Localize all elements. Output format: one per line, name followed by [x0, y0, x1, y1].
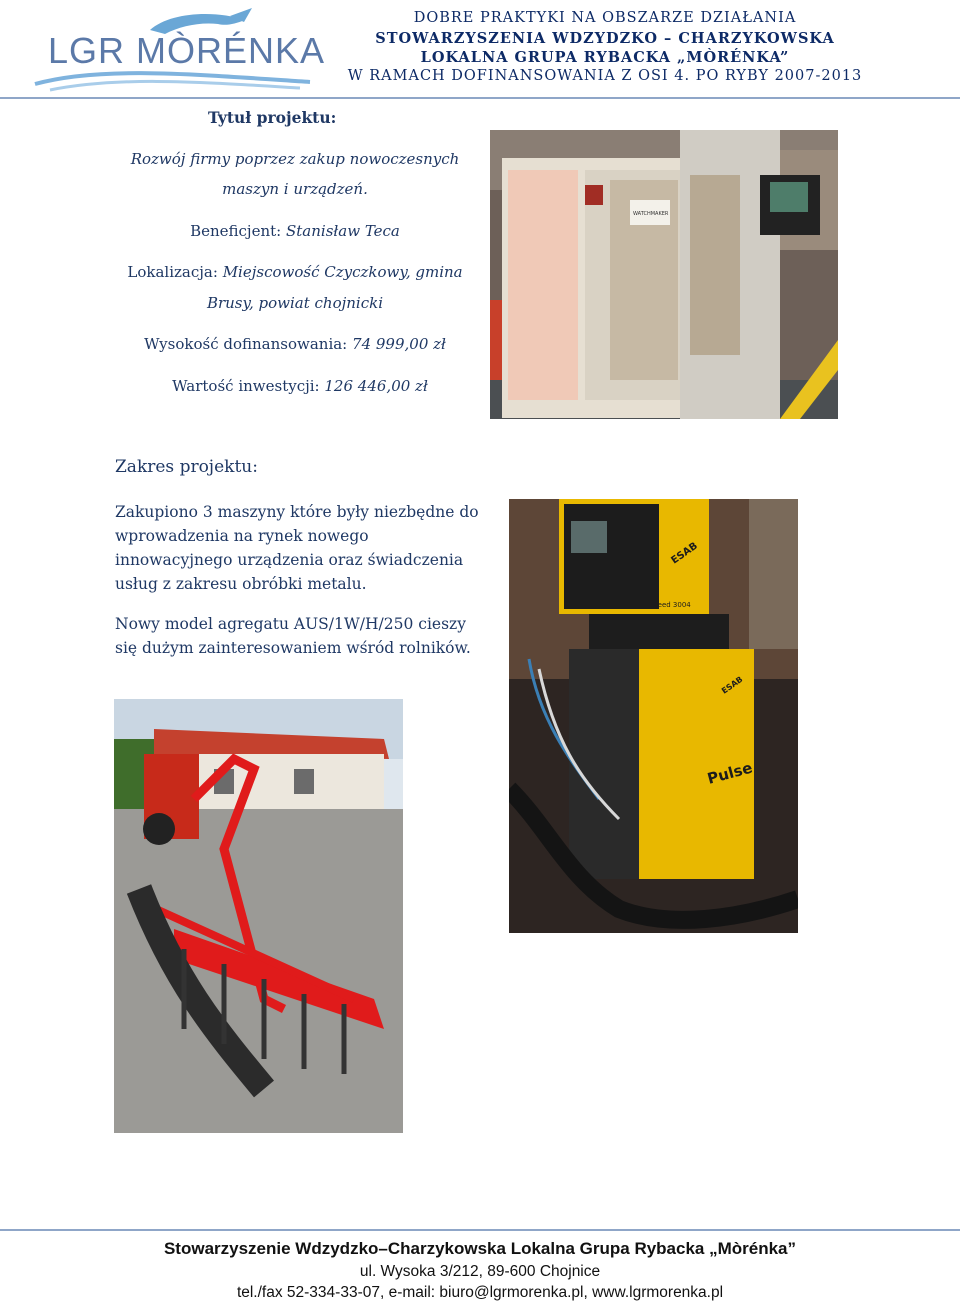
funding-value: 74 999,00 zł — [352, 335, 446, 353]
location — [100, 263, 490, 281]
location-value-1: Miejscowość Czyczkowy, gmina — [222, 263, 463, 281]
header-line-4: W RAMACH DOFINANSOWANIA Z OSI 4. PO RYBY 2007-2013 — [347, 68, 863, 84]
footer-address: ul. Wysoka 3/212, 89-600 Chojnice — [359, 1263, 601, 1280]
beneficiary-value: Stanisław Teca — [286, 222, 400, 240]
location-label: Lokalizacja: — [127, 263, 218, 281]
title-line-1: Rozwój firmy poprzez zakup nowoczesnych — [130, 150, 460, 168]
esab-logo-bottom: ESAB — [719, 674, 745, 696]
footer-contact: tel./fax 52-334-33-07, e-mail: biuro@lgrmorenka.pl, www.lgrmorenka.pl — [236, 1284, 724, 1301]
cnc-machine-photo — [490, 130, 838, 419]
esab-logo-top: ESAB — [669, 540, 700, 567]
logo-text: LGR MÒRÉNKA — [48, 30, 326, 71]
beneficiary-label: Beneficjent: — [190, 222, 282, 240]
header-line-2: STOWARZYSZENIA WDZYDZKO – CHARZYKOWSKA — [375, 30, 835, 47]
footer-org: Stowarzyszenie Wdzydzko–Charzykowska Lokalna Grupa Rybacka „Mòrénka” — [163, 1239, 797, 1258]
funding — [100, 335, 490, 353]
cultivator-photo — [114, 699, 403, 1133]
cnc-label: WATCHMAKER — [633, 211, 669, 217]
funding-label: Wysokość dofinansowania: — [144, 335, 348, 353]
footer-divider — [0, 1229, 960, 1231]
welder-photo — [509, 499, 798, 933]
scope-label: Zakres projektu: — [115, 457, 258, 477]
investment — [80, 377, 520, 395]
investment-label: Wartość inwestycji: — [172, 377, 320, 395]
header-line-3: LOKALNA GRUPA RYBACKA „MÒRÉNKA” — [420, 49, 790, 66]
pulse-label: Pulse — [705, 758, 755, 788]
scope-paragraph-1: Zakupiono 3 maszyny które były niezbędne do wprowadzenia na rynek nowego innowacyjnego urządzenia oraz świadczenia usług z zakresu obróbki metalu. — [115, 503, 479, 593]
header-divider — [0, 97, 960, 99]
title-label: Tytuł projektu: — [208, 108, 337, 127]
location-value-2: Brusy, powiat chojnicki — [206, 294, 384, 312]
title-line-2: maszyn i urządzeń. — [222, 180, 368, 198]
beneficiary — [100, 222, 490, 240]
scope-paragraph-2: Nowy model agregatu AUS/1W/H/250 cieszy się dużym zainteresowaniem wśród rolników. — [115, 615, 471, 657]
investment-value: 126 446,00 zł — [324, 377, 428, 395]
header-line-1: DOBRE PRAKTYKI NA OBSZARZE DZIAŁANIA — [413, 10, 797, 26]
feed-label: Feed 3004 — [654, 601, 691, 609]
